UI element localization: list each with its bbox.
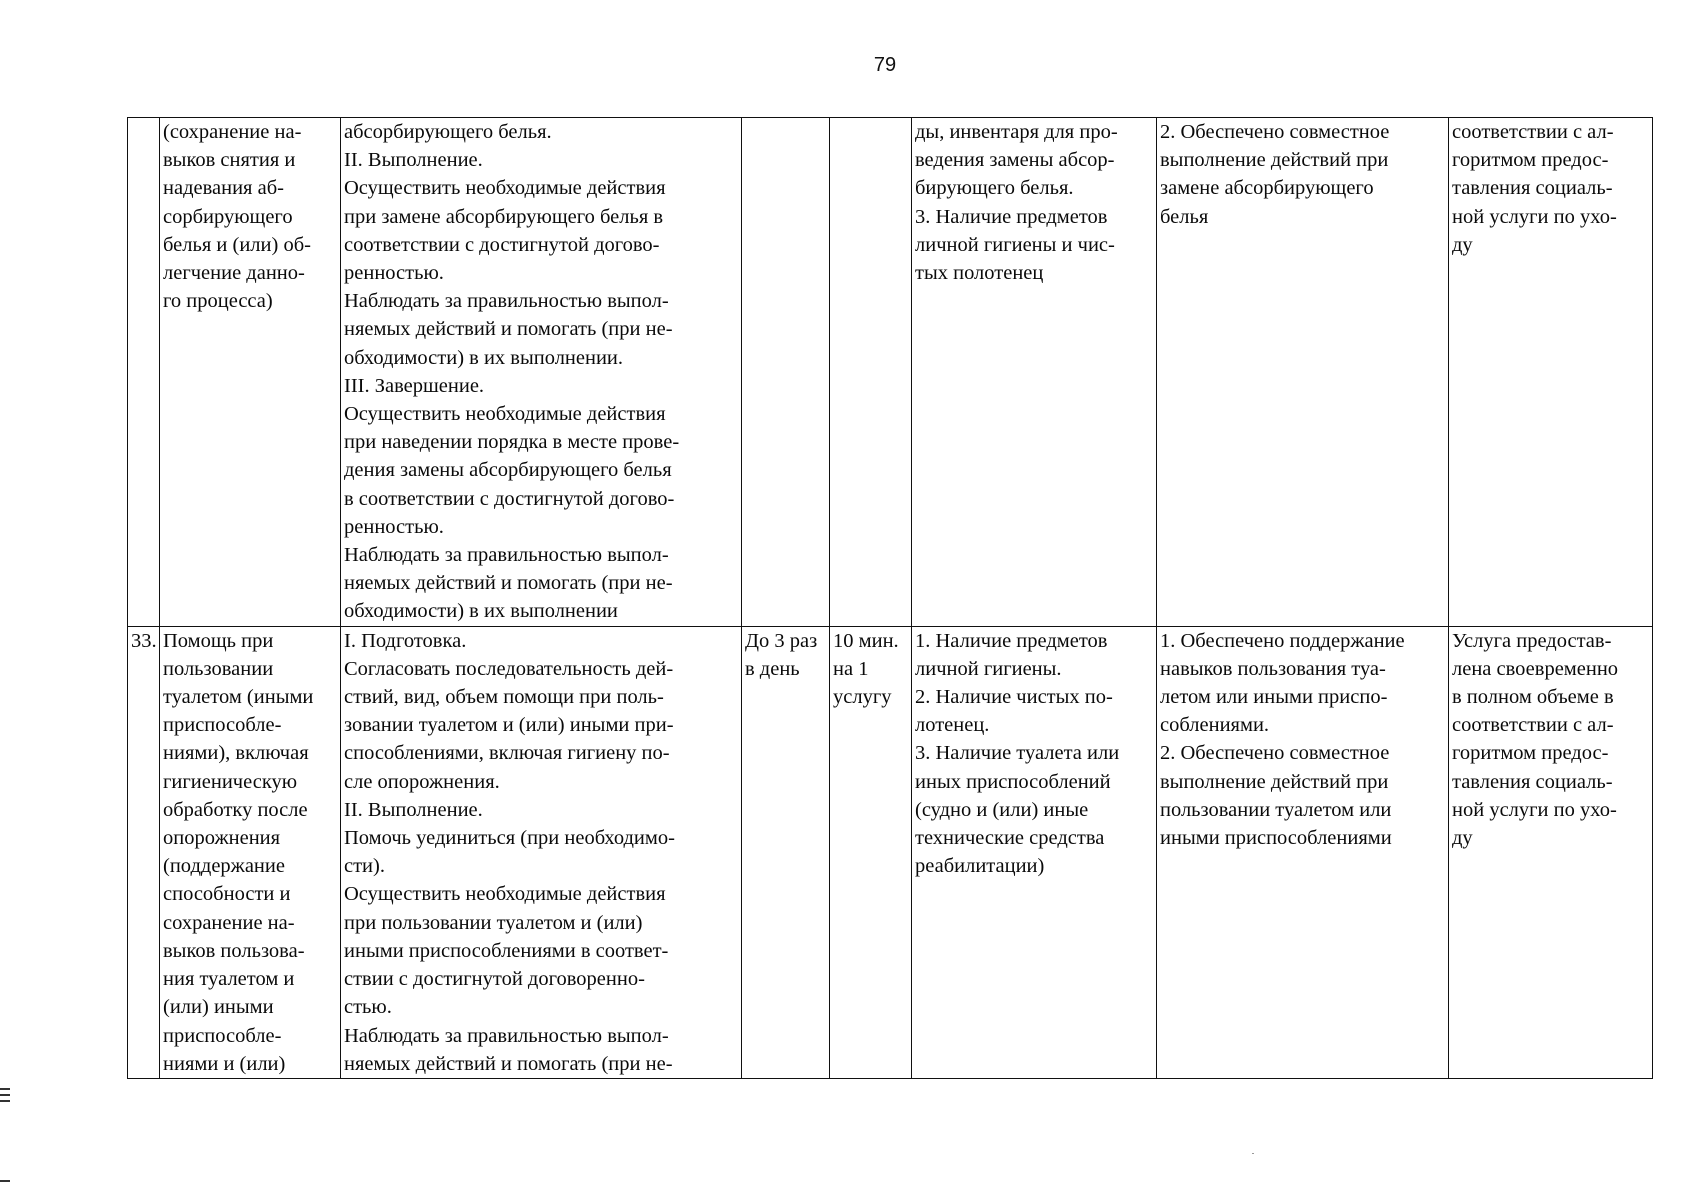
scan-margin-mark: [0, 1088, 10, 1090]
services-table: [127, 117, 1653, 1079]
procedure-cell: I. Подготовка. Согласовать последовательность дей- ствий, вид, объем помощи при поль- зовании туалетом и (или) иными при- способлениями, включая гигиену по- сле опорожнения. II. Выполнение. Помочь уединиться (при необходимо- сти). Осуществить необходимые действия при пользовании туалетом и (или) иными приспособлениями в соответ- ствии с достигнутой договоренно- стью. Наблюдать за правильностью выпол- няемых действий и помогать (при не-: [341, 626, 742, 1078]
service-name-cell: (сохранение на- выков снятия и надевания аб- сорбирующего белья и (или) об- легчение данно- го процесса): [160, 118, 341, 627]
conditions-cell: 1. Наличие предметов личной гигиены. 2. Наличие чистых по- лотенец. 3. Наличие туалета или иных приспособлений (судно и (или) иные технические средства реабилитации): [912, 626, 1157, 1078]
row-number-cell: [128, 118, 160, 627]
scan-margin-mark: [0, 1180, 10, 1182]
table-row: [128, 626, 1653, 1078]
quality-cell: Услуга предостав- лена своевременно в полном объеме в соответствии с ал- горитмом предос- тавления социаль- ной услуги по ухо- ду: [1449, 626, 1653, 1078]
scan-margin-mark: [0, 1100, 10, 1102]
row-number-cell: 33.: [128, 626, 160, 1078]
procedure-cell: абсорбирующего белья. II. Выполнение. Осуществить необходимые действия при замене абсорбирующего белья в соответствии с достигнутой догово- ренностью. Наблюдать за правильностью выпол- няемых действий и помогать (при не- обходимости) в их выполнении. III. Завершение. Осуществить необходимые действия при наведении порядка в месте прове- дения замены абсорбирующего белья в соответствии с достигнутой догово- ренностью. Наблюдать за правильностью выпол- няемых действий и помогать (при не- обходимости) в их выполнении: [341, 118, 742, 627]
results-cell: 1. Обеспечено поддержание навыков пользования туа- летом или иными приспо- соблениями. 2. Обеспечено совместное выполнение действий при пользовании туалетом или иными приспособлениями: [1157, 626, 1449, 1078]
quality-cell: соответствии с ал- горитмом предос- тавления социаль- ной услуги по ухо- ду: [1449, 118, 1653, 627]
frequency-cell: [742, 118, 830, 627]
results-cell: 2. Обеспечено совместное выполнение действий при замене абсорбирующего белья: [1157, 118, 1449, 627]
scan-margin-mark: [0, 1094, 10, 1096]
duration-cell: [830, 118, 912, 627]
duration-cell: 10 мин. на 1 услугу: [830, 626, 912, 1078]
scan-speck: [1252, 1153, 1254, 1154]
service-name-cell: Помощь при пользовании туалетом (иными приспособле- ниями), включая гигиеническую обработку после опорожнения (поддержание способности и сохранение на- выков пользова- ния туалетом и (или) иными приспособле- ниями и (или): [160, 626, 341, 1078]
table-row: [128, 118, 1653, 627]
frequency-cell: До 3 раз в день: [742, 626, 830, 1078]
page-number: 79: [873, 54, 897, 76]
conditions-cell: ды, инвентаря для про- ведения замены абсор- бирующего белья. 3. Наличие предметов личной гигиены и чис- тых полотенец: [912, 118, 1157, 627]
